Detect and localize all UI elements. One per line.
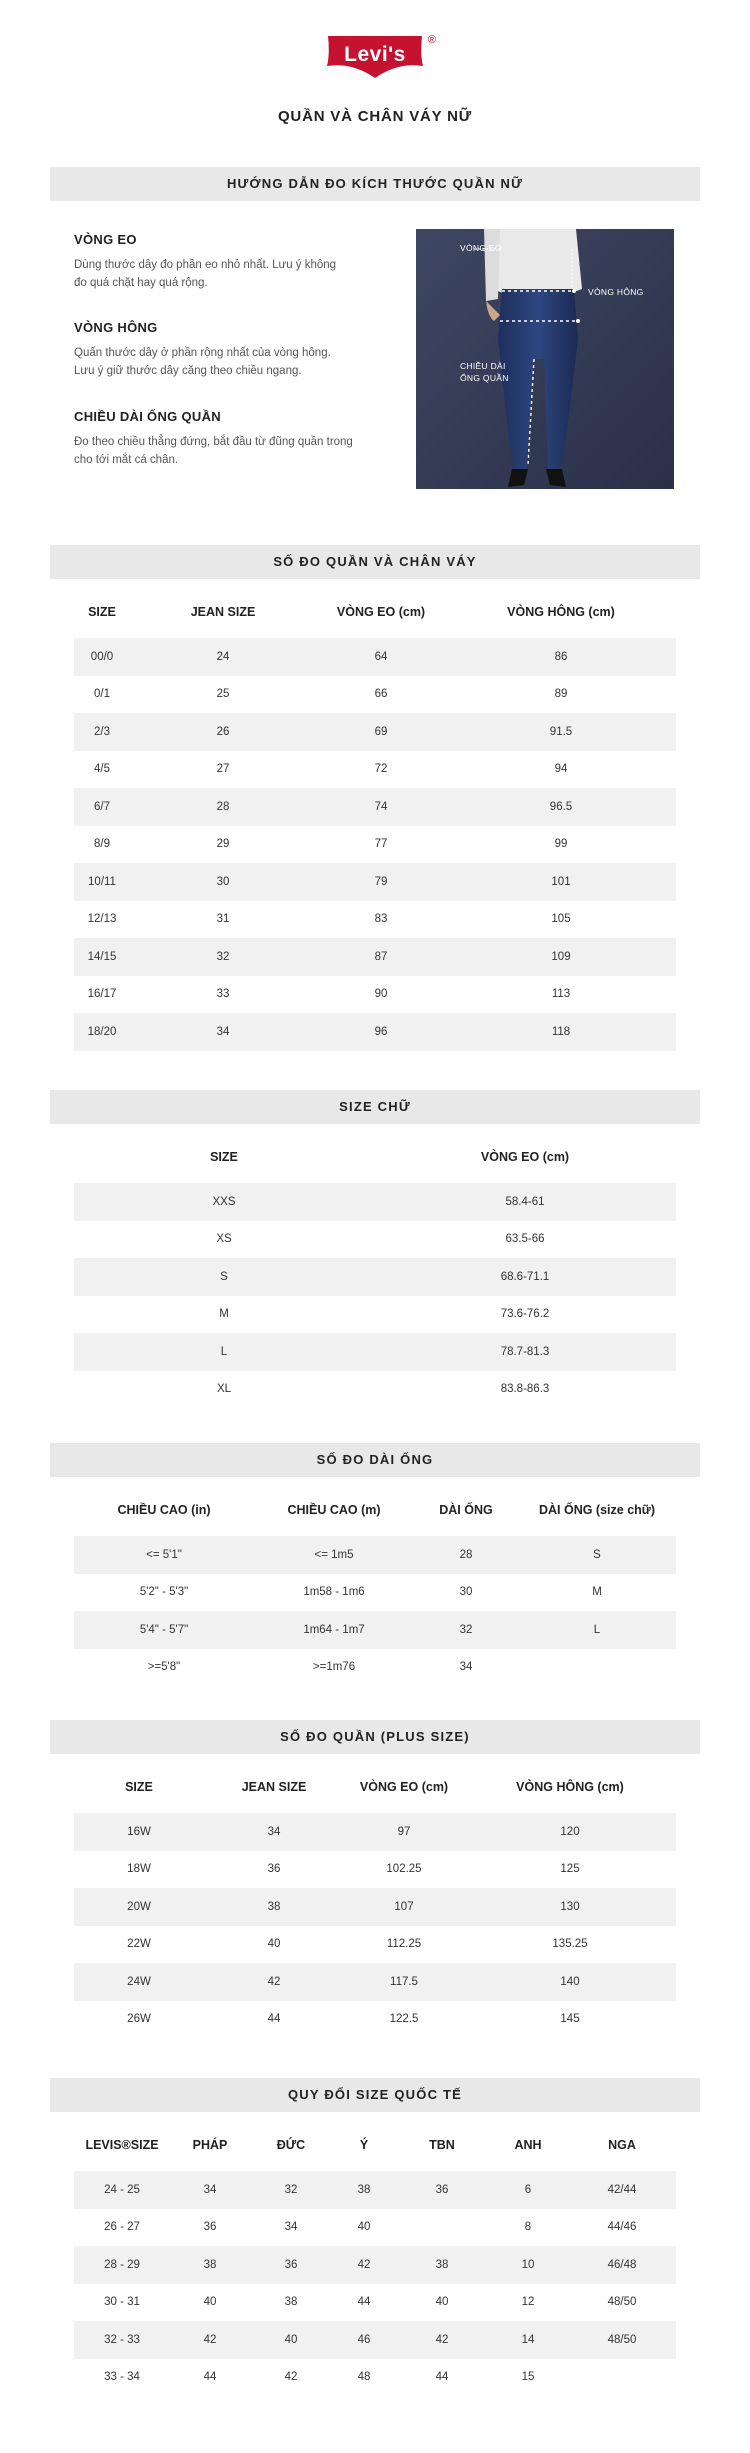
table-row <box>74 2001 676 2039</box>
table-cell: 40 <box>203 2296 217 2309</box>
table-cell: 42 <box>284 2371 298 2384</box>
table-row <box>74 1333 676 1371</box>
table-cell: 44 <box>435 2371 449 2384</box>
table-cell: 66 <box>374 688 388 701</box>
table-cell: 33 - 34 <box>104 2371 140 2384</box>
table-cell: 145 <box>560 2013 580 2026</box>
table-cell: 24 <box>130 638 316 676</box>
table-cell: 40 <box>435 2296 449 2309</box>
brand-header <box>0 36 750 78</box>
column-header: TBN <box>429 2138 455 2152</box>
guide-inseam <box>74 409 384 469</box>
table-cell: 24W <box>74 1963 204 2001</box>
page-title: QUẦN VÀ CHÂN VÁY NỮ <box>277 108 473 125</box>
table-cell: 34 <box>459 1661 473 1674</box>
table-cell: 120 <box>464 1813 676 1851</box>
table-cell: 34 <box>284 2221 298 2234</box>
table-cell: 36 <box>396 2171 488 2209</box>
column-header: LEVIS®SIZE <box>85 2138 159 2152</box>
table-cell: 83 <box>374 913 388 926</box>
table-cell: 26 - 27 <box>104 2221 140 2234</box>
table-cell: 22W <box>127 1938 151 1951</box>
table-cell: 32 - 33 <box>74 2321 170 2359</box>
table-cell: XXS <box>74 1183 374 1221</box>
table-cell: 69 <box>316 713 446 751</box>
column-header: SIZE <box>125 1780 153 1794</box>
table-row <box>74 976 676 1014</box>
column-header: Ý <box>359 2138 369 2152</box>
table-cell: 63.5-66 <box>505 1233 545 1246</box>
table-cell: 34 <box>170 2171 250 2209</box>
table-cell: 32 <box>250 2171 332 2209</box>
table-row <box>74 901 676 939</box>
photo-label-inseam-2: ỐNG QUẦN <box>460 373 509 383</box>
column-header: ĐỨC <box>276 2138 306 2152</box>
pants-skirt-table <box>74 586 676 1051</box>
table-header-row <box>74 2119 676 2171</box>
table-cell: 42 <box>170 2321 250 2359</box>
table-cell: 12 <box>521 2296 535 2309</box>
table-cell: >=1m76 <box>312 1661 356 1674</box>
table-cell: 38 <box>204 1888 344 1926</box>
table-cell: 117.5 <box>344 1963 464 2001</box>
inseam-band: SỐ ĐO DÀI ỐNG <box>50 1443 700 1477</box>
table-cell: 42 <box>332 2246 396 2284</box>
table-cell: 5'4" - 5'7" <box>74 1611 254 1649</box>
table-cell: 31 <box>216 913 230 926</box>
table-cell: 99 <box>554 838 568 851</box>
table-cell: 30 <box>459 1586 473 1599</box>
table-cell: 112.25 <box>386 1938 422 1951</box>
table-cell: 86 <box>446 638 676 676</box>
table-row <box>74 2209 676 2247</box>
plus-size-band: SỐ ĐO QUẦN (PLUS SIZE) <box>50 1720 700 1754</box>
table-cell: 72 <box>374 763 388 776</box>
column-header: JEAN SIZE <box>190 605 256 619</box>
table-cell <box>396 2209 488 2247</box>
table-cell: 74 <box>316 788 446 826</box>
column-header: DÀI ỐNG <box>439 1503 493 1517</box>
photo-label-inseam-1: CHIỀU DÀI <box>460 361 506 371</box>
table-cell: 0/1 <box>94 688 110 701</box>
table-cell: 140 <box>464 1963 676 2001</box>
table-cell: 2/3 <box>74 713 130 751</box>
table-cell: 36 <box>250 2246 332 2284</box>
table-cell: 32 <box>414 1611 518 1649</box>
table-row <box>74 1611 676 1649</box>
international-band: QUY ĐỔI SIZE QUỐC TẾ <box>50 2078 700 2112</box>
table-cell: 78.7-81.3 <box>374 1333 676 1371</box>
table-cell: 42 <box>396 2321 488 2359</box>
table-cell: 40 <box>357 2221 371 2234</box>
table-cell: 14/15 <box>74 938 130 976</box>
table-cell: M <box>219 1308 229 1321</box>
table-cell: 6/7 <box>74 788 130 826</box>
table-header-row <box>74 1761 676 1813</box>
table-cell: 94 <box>554 763 568 776</box>
table-cell: 8/9 <box>94 838 110 851</box>
column-header: VÒNG EO (cm) <box>480 1150 570 1164</box>
model-illustration <box>416 229 674 489</box>
table-cell: 12/13 <box>87 913 117 926</box>
table-row <box>74 2284 676 2322</box>
table-cell: 16/17 <box>87 988 117 1001</box>
table-cell: 130 <box>464 1888 676 1926</box>
table-cell: 10 <box>488 2246 568 2284</box>
guide-hip <box>74 320 384 380</box>
levis-logo[interactable] <box>326 34 436 78</box>
pants-skirt-band: SỐ ĐO QUẦN VÀ CHÂN VÁY <box>50 545 700 579</box>
table-cell: 64 <box>316 638 446 676</box>
table-cell: XS <box>216 1233 232 1246</box>
measurement-photo <box>416 229 674 489</box>
table-row <box>74 1926 676 1964</box>
column-header: SIZE <box>210 1150 238 1164</box>
table-cell: 101 <box>446 863 676 901</box>
table-row <box>74 938 676 976</box>
table-cell: L <box>518 1611 676 1649</box>
table-cell: 118 <box>446 1013 676 1051</box>
table-cell: 125 <box>560 1863 580 1876</box>
table-cell: 77 <box>374 838 388 851</box>
table-cell: 90 <box>374 988 388 1001</box>
table-row <box>74 1371 676 1409</box>
column-header: VÒNG HÔNG (cm) <box>507 605 615 619</box>
table-row <box>74 863 676 901</box>
table-cell: 30 <box>130 863 316 901</box>
table-row <box>74 751 676 789</box>
table-cell: 28 - 29 <box>74 2246 170 2284</box>
registered-mark: ® <box>427 34 436 46</box>
table-cell: 30 - 31 <box>104 2296 140 2309</box>
column-header: VÒNG EO (cm) <box>359 1780 449 1794</box>
table-cell: 96 <box>316 1013 446 1051</box>
table-cell: 113 <box>551 988 571 1001</box>
table-row <box>74 826 676 864</box>
guide-hip-text-1: Quấn thước dây ở phần rộng nhất của vòng hông. <box>74 347 331 359</box>
guide-waist-text-2: đo quá chặt hay quá rộng. <box>74 277 208 289</box>
table-cell: 6 <box>488 2171 568 2209</box>
table-row <box>74 1888 676 1926</box>
table-cell: XL <box>216 1383 232 1396</box>
guide-hip-title: VÒNG HÔNG <box>74 320 158 335</box>
table-header-row <box>74 1484 676 1536</box>
guide-inseam-text-2: cho tới mắt cá chân. <box>74 454 179 466</box>
table-cell: 42/44 <box>568 2171 676 2209</box>
table-cell: 14 <box>488 2321 568 2359</box>
table-cell: 87 <box>316 938 446 976</box>
table-cell: 26W <box>127 2013 151 2026</box>
column-header: SIZE <box>88 605 116 619</box>
table-cell: 4/5 <box>94 763 110 776</box>
column-header: NGA <box>608 2138 636 2152</box>
table-row <box>74 1574 676 1612</box>
table-cell: 46 <box>332 2321 396 2359</box>
table-row <box>74 788 676 826</box>
table-cell: 15 <box>521 2371 535 2384</box>
table-cell: 48/50 <box>568 2321 676 2359</box>
table-cell: 32 <box>130 938 316 976</box>
table-row <box>74 1296 676 1334</box>
table-row <box>74 2246 676 2284</box>
table-cell: 18W <box>127 1863 151 1876</box>
table-row <box>74 2359 676 2397</box>
table-cell: 24 - 25 <box>74 2171 170 2209</box>
table-cell: 38 <box>396 2246 488 2284</box>
table-cell: 44 <box>203 2371 217 2384</box>
table-cell: 29 <box>216 838 230 851</box>
table-cell: 109 <box>446 938 676 976</box>
column-header: DÀI ỐNG (size chữ) <box>538 1503 655 1517</box>
table-cell: 25 <box>216 688 230 701</box>
guide-hip-text-2: Lưu ý giữ thước dây căng theo chiều ngang. <box>74 365 302 377</box>
table-row <box>74 676 676 714</box>
letter-size-band: SIZE CHỮ <box>50 1090 700 1124</box>
table-cell: 44/46 <box>607 2221 637 2234</box>
table-cell: 34 <box>204 1813 344 1851</box>
column-header: PHÁP <box>192 2138 228 2152</box>
table-cell: 97 <box>344 1813 464 1851</box>
table-cell: 28 <box>130 788 316 826</box>
photo-label-waist: VÒNG EO <box>460 243 502 253</box>
table-cell: L <box>74 1333 374 1371</box>
table-cell: 38 <box>170 2246 250 2284</box>
table-cell: 89 <box>554 688 568 701</box>
table-cell: M <box>592 1586 602 1599</box>
table-cell: 46/48 <box>568 2246 676 2284</box>
table-cell: <= 1m5 <box>254 1536 414 1574</box>
table-cell: 18/20 <box>74 1013 130 1051</box>
table-cell: 36 <box>203 2221 217 2234</box>
column-header: CHIỀU CAO (in) <box>117 1503 211 1517</box>
table-cell: 102.25 <box>386 1863 422 1876</box>
table-cell: 48 <box>357 2371 371 2384</box>
table-cell: 1m64 - 1m7 <box>254 1611 414 1649</box>
table-cell: 40 <box>267 1938 281 1951</box>
table-row <box>74 1536 676 1574</box>
table-cell: 122.5 <box>389 2013 419 2026</box>
table-cell: 48/50 <box>607 2296 637 2309</box>
table-cell: >=5'8" <box>147 1661 181 1674</box>
column-header: JEAN SIZE <box>241 1780 307 1794</box>
table-cell: 28 <box>414 1536 518 1574</box>
table-row <box>74 713 676 751</box>
table-cell: 68.6-71.1 <box>374 1258 676 1296</box>
table-row <box>74 1013 676 1051</box>
table-cell: 38 <box>332 2171 396 2209</box>
table-row <box>74 638 676 676</box>
letter-size-table <box>74 1131 676 1408</box>
table-cell: 58.4-61 <box>374 1183 676 1221</box>
column-header: ANH <box>514 2138 542 2152</box>
table-cell: 96.5 <box>446 788 676 826</box>
guide-waist-title: VÒNG EO <box>74 232 137 247</box>
table-cell: 26 <box>130 713 316 751</box>
table-row <box>74 1649 676 1687</box>
table-row <box>74 1183 676 1221</box>
table-row <box>74 1258 676 1296</box>
inseam-table <box>74 1484 676 1686</box>
table-cell: 00/0 <box>74 638 130 676</box>
table-cell: 91.5 <box>446 713 676 751</box>
table-cell: 27 <box>216 763 230 776</box>
table-row <box>74 2171 676 2209</box>
guide-band: HƯỚNG DẪN ĐO KÍCH THƯỚC QUẦN NỮ <box>50 167 700 201</box>
column-header: CHIỀU CAO (m) <box>287 1503 381 1517</box>
table-cell: 44 <box>267 2013 281 2026</box>
column-header: VÒNG HÔNG (cm) <box>516 1780 624 1794</box>
table-cell: 5'2" - 5'3" <box>139 1586 189 1599</box>
table-cell <box>518 1649 676 1687</box>
table-cell: 79 <box>316 863 446 901</box>
table-cell: 8 <box>524 2221 532 2234</box>
table-cell: 42 <box>204 1963 344 2001</box>
guide-inseam-title: CHIỀU DÀI ỐNG QUẦN <box>74 409 221 424</box>
table-cell: 33 <box>216 988 230 1001</box>
table-row <box>74 1813 676 1851</box>
table-row <box>74 2321 676 2359</box>
guide-waist <box>74 232 384 292</box>
table-cell: 44 <box>357 2296 371 2309</box>
plus-size-table <box>74 1761 676 2038</box>
table-header-row <box>74 586 676 638</box>
table-cell <box>568 2359 676 2397</box>
logo-wordmark: Levi's <box>344 43 406 66</box>
table-cell: S <box>518 1536 676 1574</box>
table-cell: 38 <box>284 2296 298 2309</box>
table-cell: 105 <box>551 913 571 926</box>
table-row <box>74 1851 676 1889</box>
table-cell: 1m58 - 1m6 <box>303 1586 365 1599</box>
international-table <box>74 2119 676 2396</box>
column-header: VÒNG EO (cm) <box>336 605 426 619</box>
table-row <box>74 1963 676 2001</box>
table-cell: 73.6-76.2 <box>500 1308 550 1321</box>
table-header-row <box>74 1131 676 1183</box>
guide-inseam-text-1: Đo theo chiều thẳng đứng, bắt đầu từ đũng quần trong <box>74 436 353 448</box>
table-cell: 135.25 <box>552 1938 588 1951</box>
table-cell: 40 <box>250 2321 332 2359</box>
table-cell: 16W <box>74 1813 204 1851</box>
table-cell: S <box>74 1258 374 1296</box>
table-cell: <= 5'1" <box>74 1536 254 1574</box>
table-cell: 107 <box>344 1888 464 1926</box>
table-row <box>74 1221 676 1259</box>
table-cell: 83.8-86.3 <box>500 1383 550 1396</box>
table-cell: 34 <box>130 1013 316 1051</box>
table-cell: 36 <box>267 1863 281 1876</box>
table-cell: 10/11 <box>74 863 130 901</box>
guide-waist-text-1: Dùng thước dây đo phần eo nhỏ nhất. Lưu ý không <box>74 259 337 271</box>
table-cell: 20W <box>74 1888 204 1926</box>
photo-label-hip: VÒNG HÔNG <box>588 287 644 297</box>
